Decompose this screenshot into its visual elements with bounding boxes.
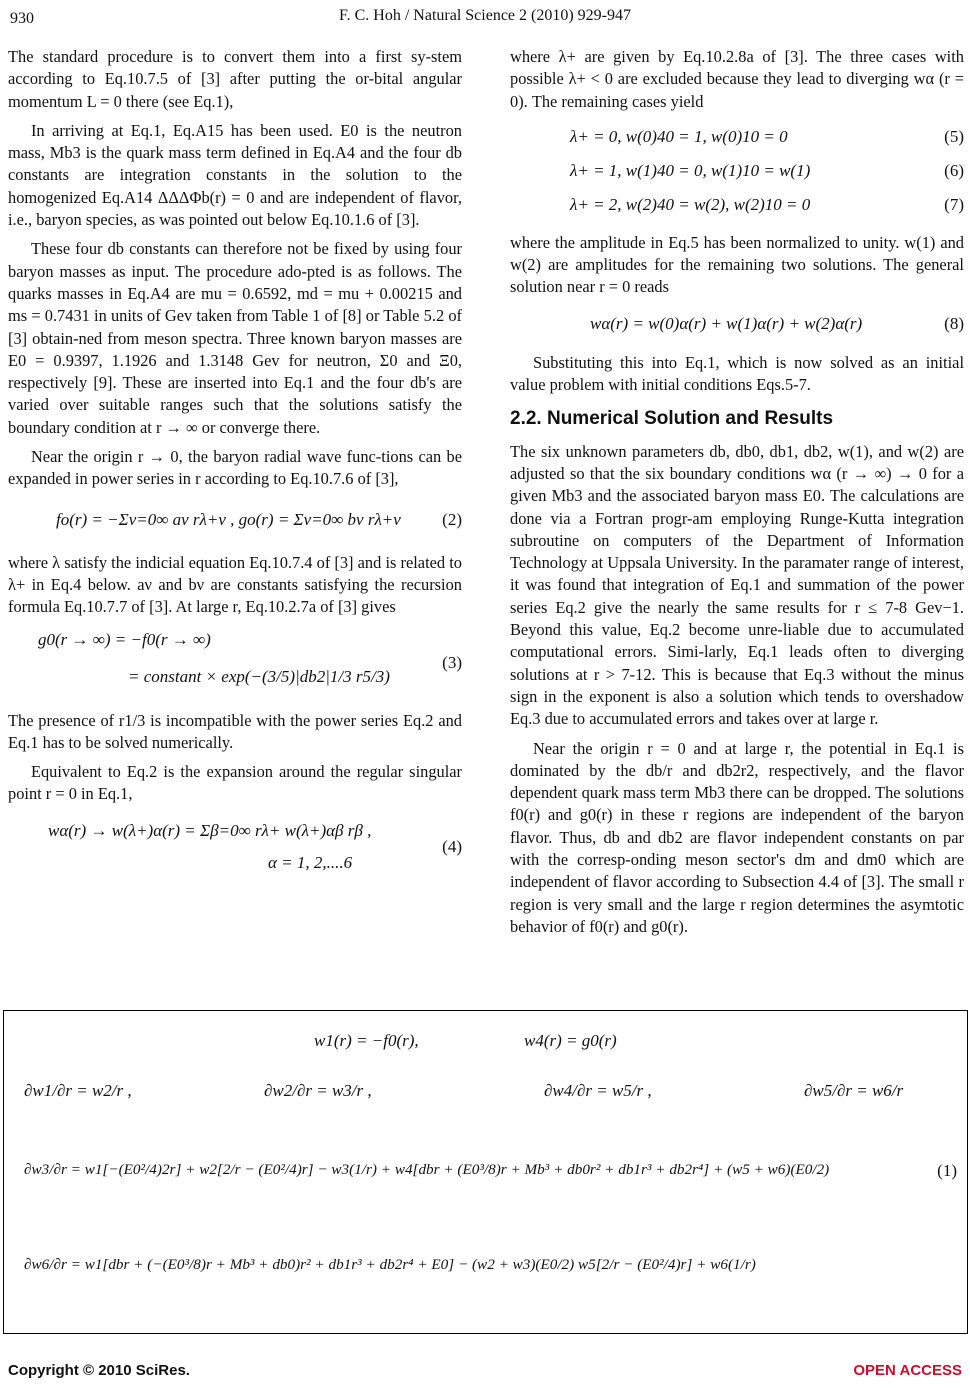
left-column [8,46,462,887]
equation-text: λ+ = 2, w(2)40 = w(2), w(2)10 = 0 [570,194,811,214]
equation-text: α = 1, 2,....6 [268,852,353,872]
open-access-label: OPEN ACCESS [853,1362,962,1379]
equation-text: = constant × exp(−(3/5)|db2|1/3 r5/3) [128,666,390,686]
equation-number: (2) [442,509,462,529]
paragraph: Substituting this into Eq.1, which is now solved as an initial value problem with initial conditions Eqs.5-7. [510,352,964,395]
equation-text: λ+ = 0, w(0)40 = 1, w(0)10 = 0 [570,126,788,146]
paragraph: Near the origin r = 0 and at large r, the potential in Eq.1 is dominated by the db/r and db2r2, respectively, and the flavor dependent quark mass term Mb3 there can be dropped. The solutions f0(r) and g0(r) in these r regions are independent of the baryon flavor. Thus, db and db2 are flavor independent constants on par with the corresp-onding meson sector's dm and dm0 which are independent of flavor according to Subsection 4.4 of [3]. The small r region is very small and the large r region determines the asymtotic behavior of f0(r) and g0(r). [510,738,964,936]
equation-number: (8) [944,313,964,333]
paragraph: These four db constants can therefore not be fixed by using four baryon masses as input. The procedure ado-pted is as follows. The quarks masses in Eq.A4 are mu = 0.6592, md = mu + 0.00215 and ms = 0.7431 in units of Gev taken from Table 1 of [8] or Table 5.2 of [3] obtain-ned from meson spectra. Three known baryon masses are E0 = 0.9397, 1.1926 and 1.3148 Gev for neutron, Σ0 and Ξ0, respectively [9]. These are inserted into Eq.1 and the four db's are varied over suitable ranges such that the solutions satisfy the boundary condition at r → ∞ or converge there. [8,239,462,437]
equation-text: ∂w3/∂r = w1[−(E0²/4)2r] + w2[2/r − (E0²/4)r] − w3(1/r) + w4[dbr + (E0³/8)r + Mb³ + db0r² + db1r³ + db2r⁴] + (w5 + w6)(E0/2) [24,1161,830,1178]
equation-8 [510,306,964,342]
paragraph: where λ satisfy the indicial equation Eq.10.7.4 of [3] and is related to λ+ in Eq.4 below. aν and bν are constants satisfying the recursion formula Eq.10.7.7 of [3]. At large r, Eq.10.2.7a of [3] gives [8,552,462,617]
equation-3 [8,626,462,700]
paragraph: Near the origin r → 0, the baryon radial wave func-tions can be expanded in power series in r according to Eq.10.7.6 of [3], [8,447,462,489]
equation-text: ∂w1/∂r = w2/r , [24,1081,132,1100]
right-column [510,46,964,945]
equation-text: wα(r) = w(0)α(r) + w(1)α(r) + w(2)α(r) [590,313,863,333]
copyright-notice: Copyright © 2010 SciRes. [8,1362,190,1379]
paragraph: The presence of r1/3 is incompatible with the power series Eq.2 and Eq.1 has to be solved numerically. [8,710,462,752]
equation-number: (1) [937,1161,957,1180]
equation-number: (5) [944,126,964,146]
equation-text: ∂w2/∂r = w3/r , [264,1081,372,1100]
equation-text: ∂w5/∂r = w6/r [804,1081,904,1100]
paragraph: where λ+ are given by Eq.10.2.8a of [3]. The three cases with possible λ+ < 0 are excluded because they lead to diverging wα (r = 0). The remaining cases yield [510,47,964,111]
equation-text: g0(r → ∞) = −f0(r → ∞) [38,629,211,649]
equation-text: ∂w4/∂r = w5/r , [544,1081,652,1100]
equation-text: fo(r) = −Σν=0∞ aν rλ+ν , go(r) = Σν=0∞ bν rλ+ν [56,509,401,529]
paragraph: In arriving at Eq.1, Eq.A15 has been used. E0 is the neutron mass, Mb3 is the quark mass term defined in Eq.A4 and the four db constants are integration constants in the solution to the homogenized Eq.A14 ΔΔΔΦb(r) = 0 and are independent of flavor, i.e., baryon species, as was pointed out below Eq.10.1.6 of [3]. [8,120,462,230]
equation-5-7 [510,120,964,222]
equation-4 [8,813,462,877]
equation-number: (7) [944,194,964,214]
equation-2 [8,498,462,542]
equation-text: w4(r) = g0(r) [524,1031,617,1050]
equation-text: w1(r) = −f0(r), [314,1031,419,1050]
section-title: 2.2. Numerical Solution and Results [510,408,834,430]
paragraph: The standard procedure is to convert them into a first sy-stem according to Eq.10.7.5 of [3] after putting the or-bital angular momentum L = 0 there (see Eq.1), [8,47,462,111]
equation-number: (4) [442,836,462,856]
paragraph: where the amplitude in Eq.5 has been normalized to unity. w(1) and w(2) are amplitudes for the remaining two solutions. The general solution near r = 0 reads [510,232,964,297]
equation-text: ∂w6/∂r = w1[dbr + (−(E0³/8)r + Mb³ + db0)r² + db1r³ + db2r⁴ + E0] − (w2 + w3)(E0/2) w5[2/r − (E0²/4)r] + w6(1/r) [24,1256,756,1273]
equation-1-box [3,1010,968,1334]
equation-number: (6) [944,160,964,180]
paragraph: The six unknown parameters db, db0, db1, db2, w(1), and w(2) are adjusted so that the six boundary conditions wα (r → ∞) → 0 for a given Mb3 and the associated baryon mass E0. The calculations are done via a Fortran progr-am employing Runge-Kutta integration subroutine on computers of the Department of Information Technology at Uppsala University. In the paramater range of interest, it was found that integration of Eq.1 and summation of the power series Eq.2 give the nearly the same results for r ≤ 7-8 Gev−1. Beyond this value, Eq.2 become unre-liable due to accumulated computational errors. Simi-larly, Eq.1 leads often to diverging solutions at r > 7-12. This is because that Eq.3 without the minus sign in the exponent is also a solution which tends to overshadow Eq.3 due to accumulated errors and takes over at large r. [510,441,964,729]
equation-text: wα(r) → w(λ+)α(r) = Σβ=0∞ rλ+ w(λ+)αβ rβ , [48,820,372,840]
running-title: F. C. Hoh / Natural Science 2 (2010) 929-947 [339,7,631,24]
paragraph: Equivalent to Eq.2 is the expansion around the regular singular point r = 0 in Eq.1, [8,762,462,804]
equation-text: λ+ = 1, w(1)40 = 0, w(1)10 = w(1) [570,160,811,180]
equation-number: (3) [442,652,462,672]
page-number: 930 [10,10,34,27]
